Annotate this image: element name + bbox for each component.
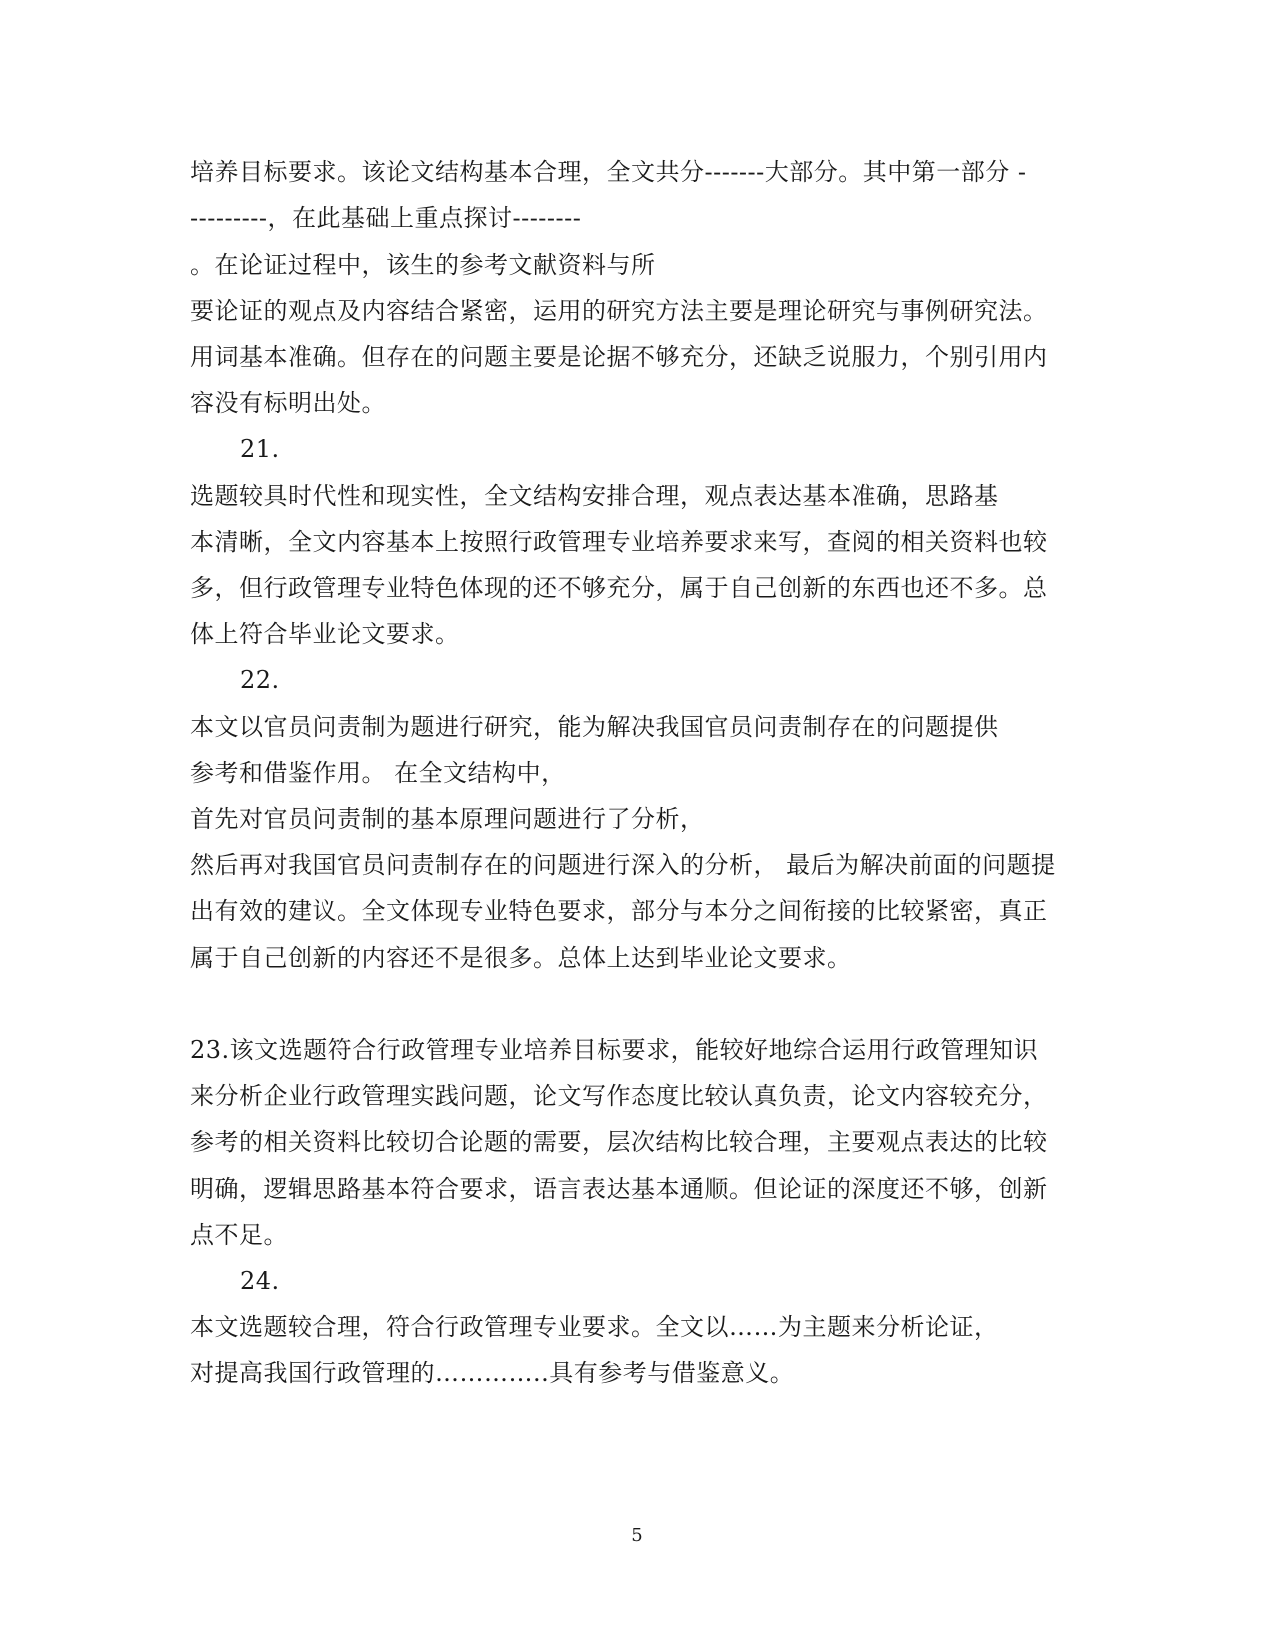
text-line: 容没有标明出处。 <box>190 389 386 417</box>
text-line: 本文以官员问责制为题进行研究，能为解决我国官员问责制存在的问题提供 <box>190 713 999 741</box>
item-number: 21. <box>240 435 280 463</box>
text-line: 23.该文选题符合行政管理专业培养目标要求，能较好地综合运用行政管理知识 <box>190 1036 1039 1064</box>
item-number: 22. <box>240 666 280 694</box>
text-line: 本清晰，全文内容基本上按照行政管理专业培养要求来写，查阅的相关资料也较 <box>190 528 1048 556</box>
text-line: 对提高我国行政管理的…………..具有参考与借鉴意义。 <box>190 1359 795 1387</box>
text-line: 。在论证过程中，该生的参考文献资料与所 <box>190 251 656 279</box>
text-line: 出有效的建议。全文体现专业特色要求，部分与本分之间衔接的比较紧密，真正 <box>190 897 1048 925</box>
text-line: 多，但行政管理专业特色体现的还不够充分，属于自己创新的东西也还不多。总 <box>190 574 1048 602</box>
text-line: 要论证的观点及内容结合紧密，运用的研究方法主要是理论研究与事例研究法。 <box>190 297 1048 325</box>
text-line: 然后再对我国官员问责制存在的问题进行深入的分析， 最后为解决前面的问题提 <box>190 851 1056 879</box>
text-line: 属于自己创新的内容还不是很多。总体上达到毕业论文要求。 <box>190 944 852 972</box>
text-line: 选题较具时代性和现实性，全文结构安排合理，观点表达基本准确，思路基 <box>190 482 999 510</box>
text-line: 参考和借鉴作用。 在全文结构中， <box>190 759 566 787</box>
text-line: 体上符合毕业论文要求。 <box>190 620 460 648</box>
text-line: 培养目标要求。该论文结构基本合理，全文共分-------大部分。其中第一部分 - <box>190 158 1027 186</box>
text-line: 来分析企业行政管理实践问题，论文写作态度比较认真负责，论文内容较充分， <box>190 1082 1048 1110</box>
text-line: 参考的相关资料比较切合论题的需要，层次结构比较合理，主要观点表达的比较 <box>190 1128 1048 1156</box>
text-line: 本文选题较合理，符合行政管理专业要求。全文以……为主题来分析论证， <box>190 1313 999 1341</box>
text-line: ---------，在此基础上重点探讨-------- <box>190 204 582 232</box>
text-line: 首先对官员问责制的基本原理问题进行了分析， <box>190 805 705 833</box>
page-number: 5 <box>631 1525 643 1546</box>
text-line: 用词基本准确。但存在的问题主要是论据不够充分，还缺乏说服力，个别引用内 <box>190 343 1048 371</box>
text-line: 点不足。 <box>190 1221 288 1249</box>
item-number: 24. <box>240 1267 280 1295</box>
text-line: 明确，逻辑思路基本符合要求，语言表达基本通顺。但论证的深度还不够，创新 <box>190 1175 1048 1203</box>
